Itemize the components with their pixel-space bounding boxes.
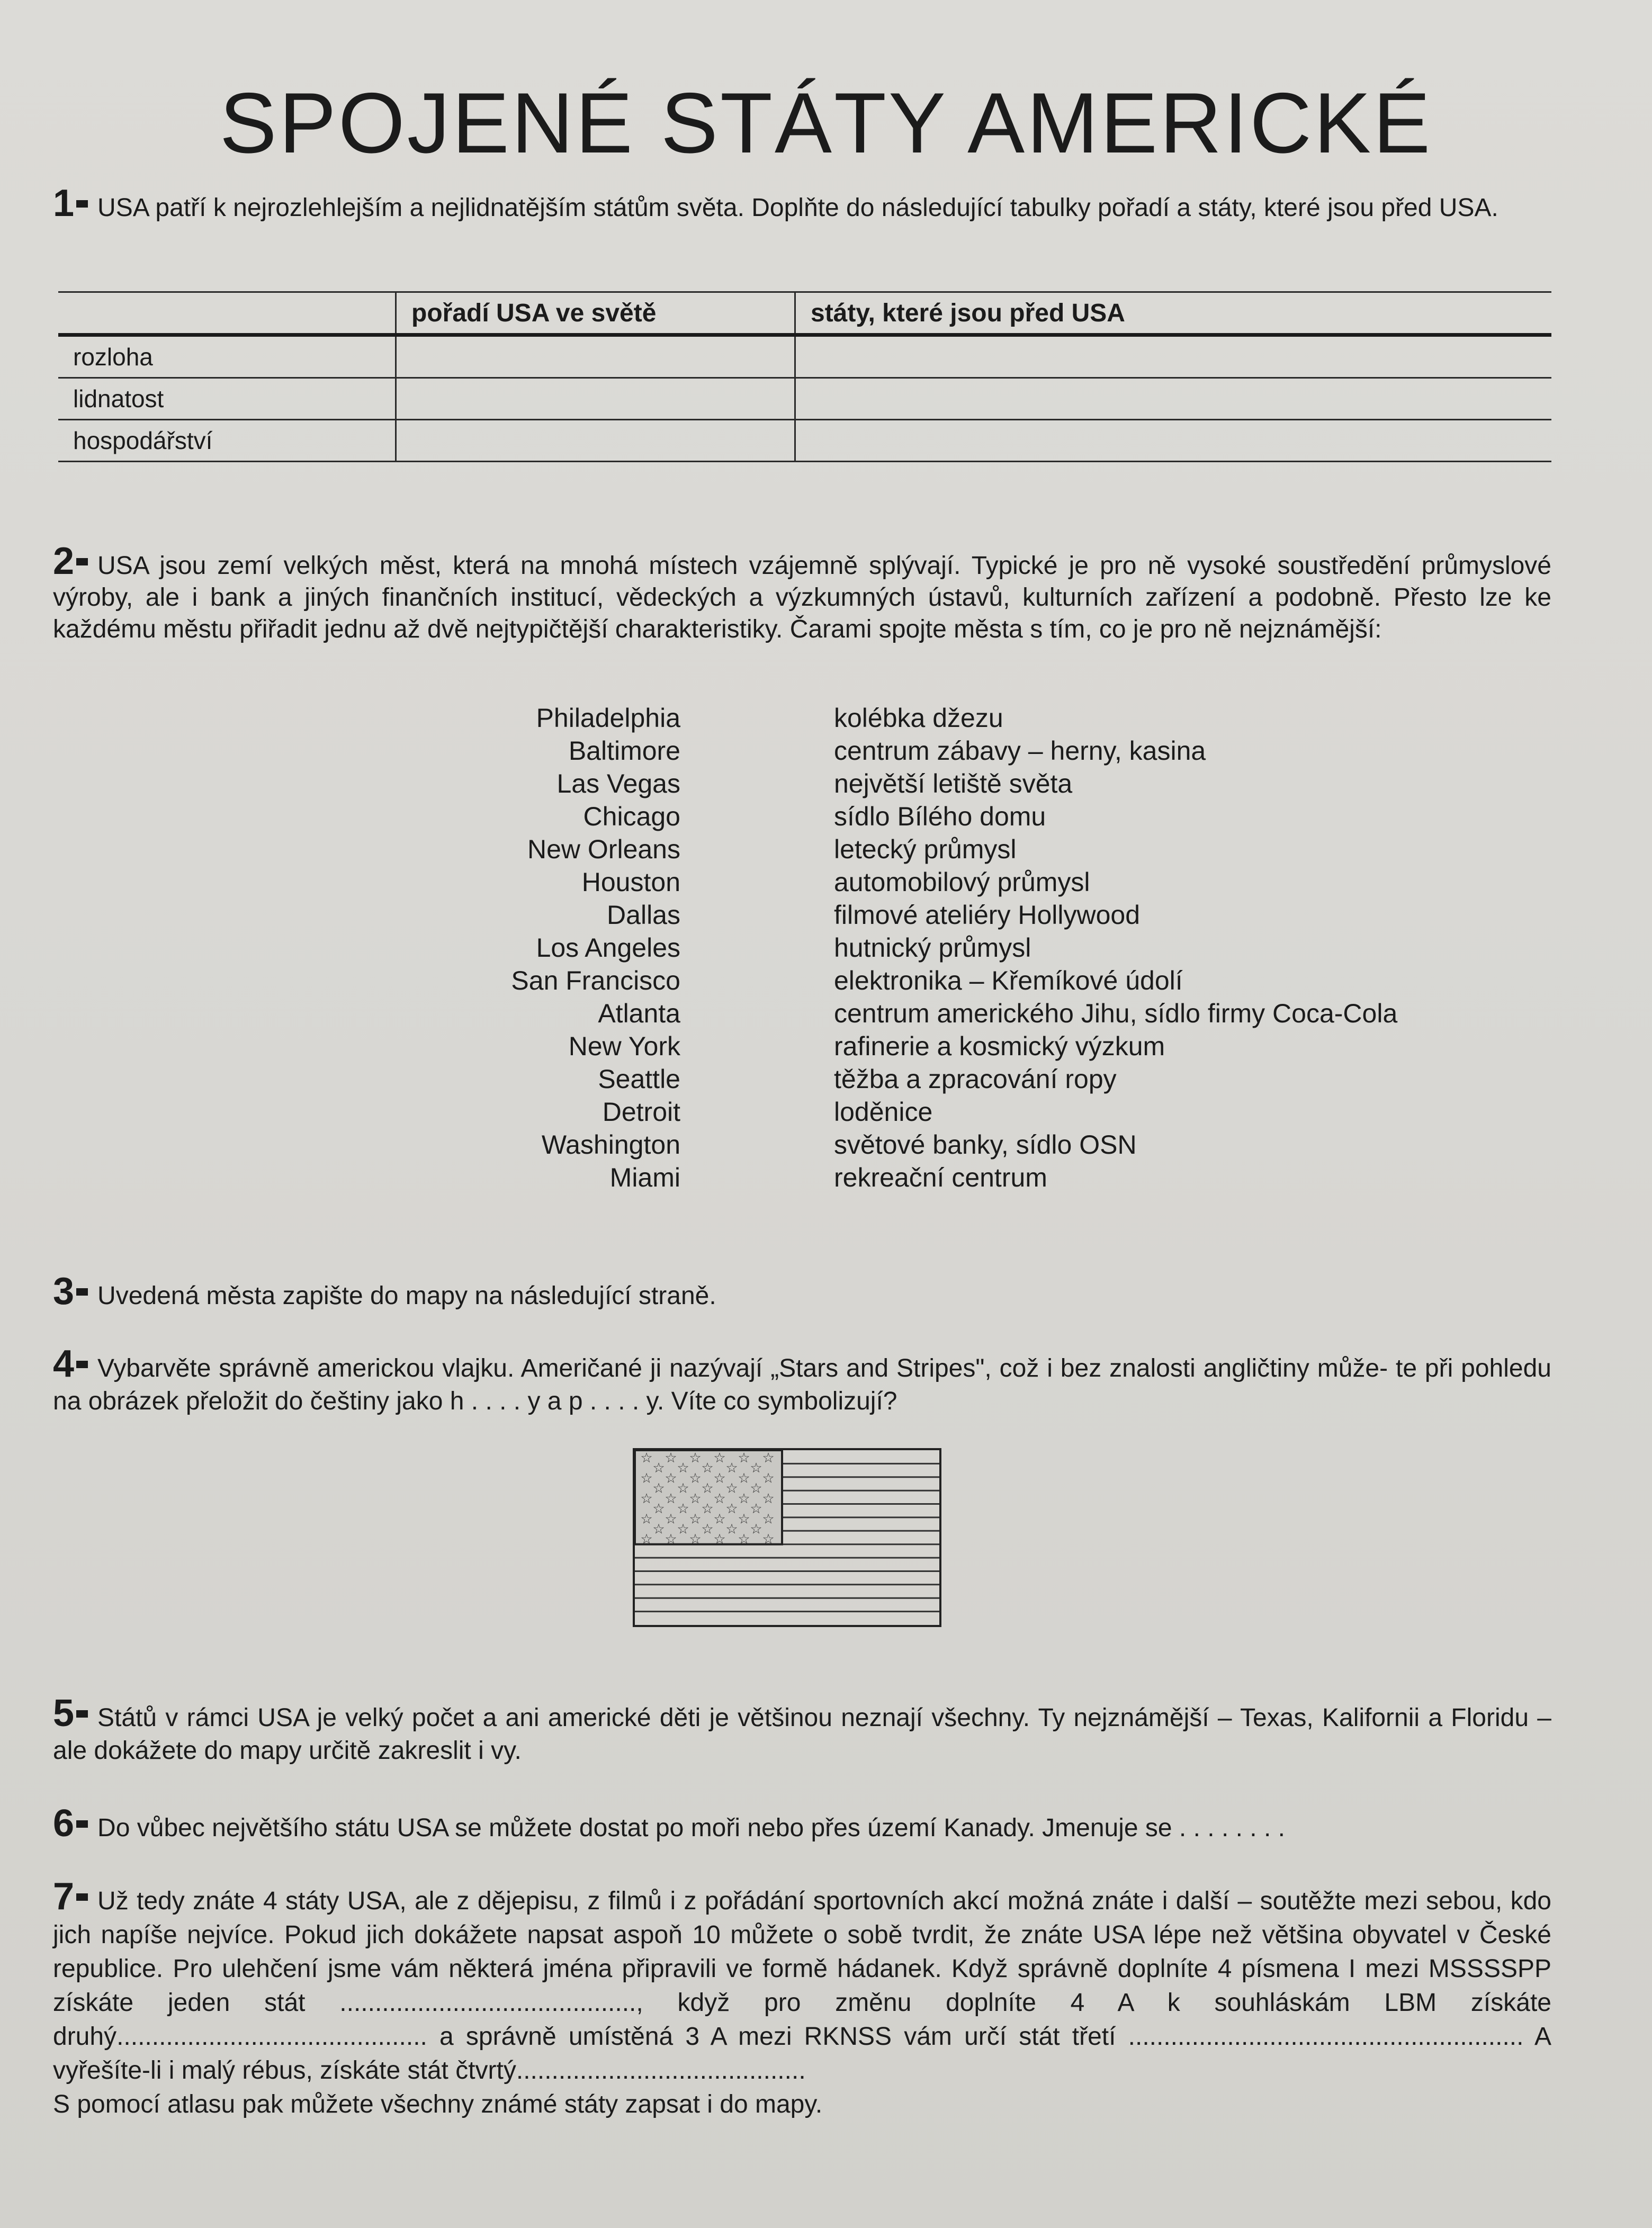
table-cell-states[interactable] <box>795 420 1552 462</box>
characteristic-item[interactable]: rafinerie a kosmický výzkum <box>834 1031 1165 1061</box>
flag-star-icon: ☆ <box>677 1521 689 1538</box>
characteristic-item[interactable]: těžba a zpracování ropy <box>834 1064 1117 1094</box>
city-item[interactable]: Philadelphia <box>536 703 680 733</box>
city-item[interactable]: Chicago <box>583 802 680 831</box>
answer-blank-4[interactable]: ......................................... <box>516 2056 806 2085</box>
flag-star-icon: ☆ <box>677 1460 689 1477</box>
characteristic-item[interactable]: centrum zábavy – herny, kasina <box>834 736 1206 766</box>
table-row-label: hospodářství <box>58 420 396 462</box>
city-item[interactable]: Washington <box>541 1130 680 1160</box>
task-6-text: Do vůbec největšího státu USA se můžete dostat po moři nebo přes území Kanady. Jmenuje se . . . . . . . . <box>97 1814 1285 1842</box>
task-1-text: USA patří k nejrozlehlejším a nejlidnatějším státům světa. Doplňte do následující tabulky pořadí a státy, které jsou před USA. <box>97 194 1498 222</box>
task-number: 1 <box>53 182 97 224</box>
flag-star-icon: ☆ <box>640 1511 653 1528</box>
characteristic-item[interactable]: hutnický průmysl <box>834 933 1031 963</box>
flag-star-icon: ☆ <box>677 1480 689 1497</box>
characteristic-item[interactable]: letecký průmysl <box>834 834 1017 864</box>
task-7-text-5: S pomocí atlasu pak můžete všechny známé státy zapsat i do mapy. <box>53 2090 823 2118</box>
task-7-text-3: a správně umístěná 3 A mezi RKNSS vám určí stát třetí <box>427 2023 1128 2051</box>
task-7-text: Už tedy znáte 4 státy USA, ale z dějepisu, z filmů i z pořádání sportovních akcí možná znáte i další – soutěžte mezi sebou, kdo jich napíše nejvíce. Pokud jich dokážete napsat aspoň 10 můžete o sobě tvrdit, že znáte USA lépe než většina obyvatel v České republice. Pro ulehčení jsme vám některá jména připravili ve formě hádanek. Když správně doplníte 4 písmena I mezi MSSSSPP získáte jeden stát <box>53 1887 1551 2017</box>
characteristic-item[interactable]: centrum amerického Jihu, sídlo firmy Coca-Cola <box>834 999 1398 1028</box>
task-2-text: USA jsou zemí velkých měst, která na mnohá místech vzájemně splývají. Typické je pro ně vysoké soustředění průmyslové výroby, ale i bank a jiných finančních institucí, vědeckých a výzkumných ústavů, kulturních zařízení a podobně. Přesto lze ke každému městu přiřadit jednu až dvě nejtypičtější charakteristiky. Čarami spojte města s tím, co je pro ně nejznámější: <box>53 552 1551 643</box>
flag-star-icon: ☆ <box>725 1501 738 1517</box>
city-item[interactable]: Houston <box>581 867 680 897</box>
task-5-text: Států v rámci USA je velký počet a ani americké děti je většinou neznají všechny. Ty nejznámější – Texas, Kalifornii a Floridu – ale dokážete do mapy určitě zakreslit i vy. <box>53 1704 1551 1765</box>
flag-star-icon: ☆ <box>665 1511 677 1528</box>
page-title: SPOJENÉ STÁTY AMERICKÉ <box>219 75 1433 171</box>
flag-star-icon: ☆ <box>725 1521 738 1538</box>
table-header-rank: pořadí USA ve světě <box>396 292 795 335</box>
city-list <box>402 702 680 1194</box>
characteristic-item[interactable]: rekreační centrum <box>834 1163 1047 1192</box>
flag-star-icon: ☆ <box>738 1531 750 1548</box>
flag-star-icon: ☆ <box>652 1521 665 1538</box>
city-item[interactable]: Baltimore <box>568 736 680 766</box>
flag-star-icon: ☆ <box>738 1470 750 1487</box>
flag-star-icon: ☆ <box>677 1501 689 1517</box>
flag-star-icon: ☆ <box>701 1501 714 1517</box>
task-7-text-4: . A vyřešíte-li i malý rébus, získáte stát čtvrtý <box>53 2023 1551 2085</box>
city-item[interactable]: Seattle <box>598 1064 680 1094</box>
table-row <box>58 378 1551 420</box>
table-cell-rank[interactable] <box>396 420 795 462</box>
city-item[interactable]: New Orleans <box>527 834 680 864</box>
task-6 <box>53 1802 1551 1845</box>
city-item[interactable]: Atlanta <box>598 999 680 1028</box>
task-4 <box>53 1343 1551 1418</box>
answer-blank-1[interactable]: .......................................... <box>339 1989 636 2017</box>
city-item[interactable]: New York <box>568 1031 680 1061</box>
table-cell-states[interactable] <box>795 378 1552 420</box>
flag-star-icon: ☆ <box>689 1490 702 1507</box>
flag-star-icon: ☆ <box>652 1480 665 1497</box>
flag-star-icon: ☆ <box>701 1460 714 1477</box>
task-number: 4 <box>53 1343 97 1385</box>
task-number: 7 <box>53 1875 97 1918</box>
task-7 <box>53 1875 1551 2122</box>
table-header-states: státy, které jsou před USA <box>795 292 1552 335</box>
task-5 <box>53 1692 1551 1767</box>
flag-star-icon: ☆ <box>713 1490 726 1507</box>
characteristic-item[interactable]: automobilový průmysl <box>834 867 1090 897</box>
task-number: 2 <box>53 540 97 582</box>
characteristic-item[interactable]: největší letiště světa <box>834 769 1073 798</box>
task-1 <box>53 182 1551 224</box>
ranking-table <box>58 291 1551 462</box>
flag-star-icon: ☆ <box>665 1531 677 1548</box>
task-4-text: Vybarvěte správně americkou vlajku. Američané ji nazývají „Stars and Stripes", což i bez znalosti angličtiny může- te při pohledu na obrázek přeložit do češtiny jako h . . . . y a p . . . . y. Víte co symbolizují? <box>53 1354 1551 1415</box>
task-7-text-2: , když pro změnu doplníte 4 A k souhláskám LBM získáte druhý <box>53 1989 1551 2051</box>
flag-star-icon: ☆ <box>713 1450 726 1466</box>
city-item[interactable]: Detroit <box>602 1097 680 1127</box>
flag-star-icon: ☆ <box>652 1501 665 1517</box>
flag-star-icon: ☆ <box>725 1480 738 1497</box>
flag-star-icon: ☆ <box>713 1531 726 1548</box>
flag-star-icon: ☆ <box>652 1460 665 1477</box>
table-row-label: lidnatost <box>58 378 396 420</box>
flag-star-icon: ☆ <box>665 1450 677 1466</box>
flag-star-icon: ☆ <box>738 1511 750 1528</box>
table-row-label: rozloha <box>58 335 396 378</box>
characteristic-item[interactable]: filmové ateliéry Hollywood <box>834 900 1141 930</box>
characteristic-item[interactable]: sídlo Bílého domu <box>834 802 1046 831</box>
flag-star-icon: ☆ <box>762 1470 775 1487</box>
flag-star-icon: ☆ <box>750 1480 762 1497</box>
characteristic-item[interactable]: světové banky, sídlo OSN <box>834 1130 1137 1160</box>
table-header-row <box>58 292 1551 335</box>
city-item[interactable]: Las Vegas <box>556 769 680 798</box>
flag-star-icon: ☆ <box>762 1450 775 1466</box>
flag-star-icon: ☆ <box>738 1490 750 1507</box>
flag-star-icon: ☆ <box>738 1450 750 1466</box>
flag-star-icon: ☆ <box>750 1521 762 1538</box>
flag-star-icon: ☆ <box>701 1480 714 1497</box>
flag-star-icon: ☆ <box>762 1511 775 1528</box>
table-header-empty <box>58 292 396 335</box>
table-row <box>58 335 1551 378</box>
city-item[interactable]: Miami <box>609 1163 680 1192</box>
task-number: 5 <box>53 1692 97 1735</box>
task-3-text: Uvedená města zapište do mapy na následující straně. <box>97 1282 716 1310</box>
us-flag-outline[interactable] <box>633 1448 941 1627</box>
city-item[interactable]: Dallas <box>607 900 680 930</box>
flag-star-icon: ☆ <box>750 1501 762 1517</box>
flag-star-icon: ☆ <box>640 1490 653 1507</box>
task-number: 3 <box>53 1270 97 1313</box>
characteristic-item[interactable]: kolébka džezu <box>834 703 1003 733</box>
city-item[interactable]: San Francisco <box>511 966 680 995</box>
flag-star-icon: ☆ <box>713 1511 726 1528</box>
flag-star-icon: ☆ <box>701 1521 714 1538</box>
task-3 <box>53 1270 1551 1313</box>
flag-star-icon: ☆ <box>640 1450 653 1466</box>
table-cell-rank[interactable] <box>396 335 795 378</box>
flag-stripes-drawing <box>635 1450 939 1625</box>
flag-star-icon: ☆ <box>750 1460 762 1477</box>
flag-star-icon: ☆ <box>725 1460 738 1477</box>
table-row <box>58 420 1551 462</box>
flag-star-icon: ☆ <box>713 1470 726 1487</box>
characteristic-list <box>834 702 1575 1194</box>
flag-star-icon: ☆ <box>640 1470 653 1487</box>
characteristic-item[interactable]: loděnice <box>834 1097 933 1127</box>
characteristic-item[interactable]: elektronika – Křemíkové údolí <box>834 966 1183 995</box>
table-cell-states[interactable] <box>795 335 1552 378</box>
answer-blank-2[interactable]: ............................................ <box>116 2023 427 2051</box>
task-2 <box>53 540 1551 645</box>
flag-star-icon: ☆ <box>689 1470 702 1487</box>
table-cell-rank[interactable] <box>396 378 795 420</box>
flag-star-icon: ☆ <box>689 1450 702 1466</box>
flag-star-icon: ☆ <box>762 1531 775 1548</box>
flag-star-icon: ☆ <box>689 1531 702 1548</box>
city-item[interactable]: Los Angeles <box>536 933 680 963</box>
flag-star-icon: ☆ <box>665 1490 677 1507</box>
task-number: 6 <box>53 1802 97 1845</box>
flag-star-icon: ☆ <box>689 1511 702 1528</box>
flag-star-icon: ☆ <box>665 1470 677 1487</box>
flag-star-icon: ☆ <box>762 1490 775 1507</box>
flag-star-icon: ☆ <box>640 1531 653 1548</box>
answer-blank-3[interactable]: ....................................................... <box>1128 2023 1517 2051</box>
